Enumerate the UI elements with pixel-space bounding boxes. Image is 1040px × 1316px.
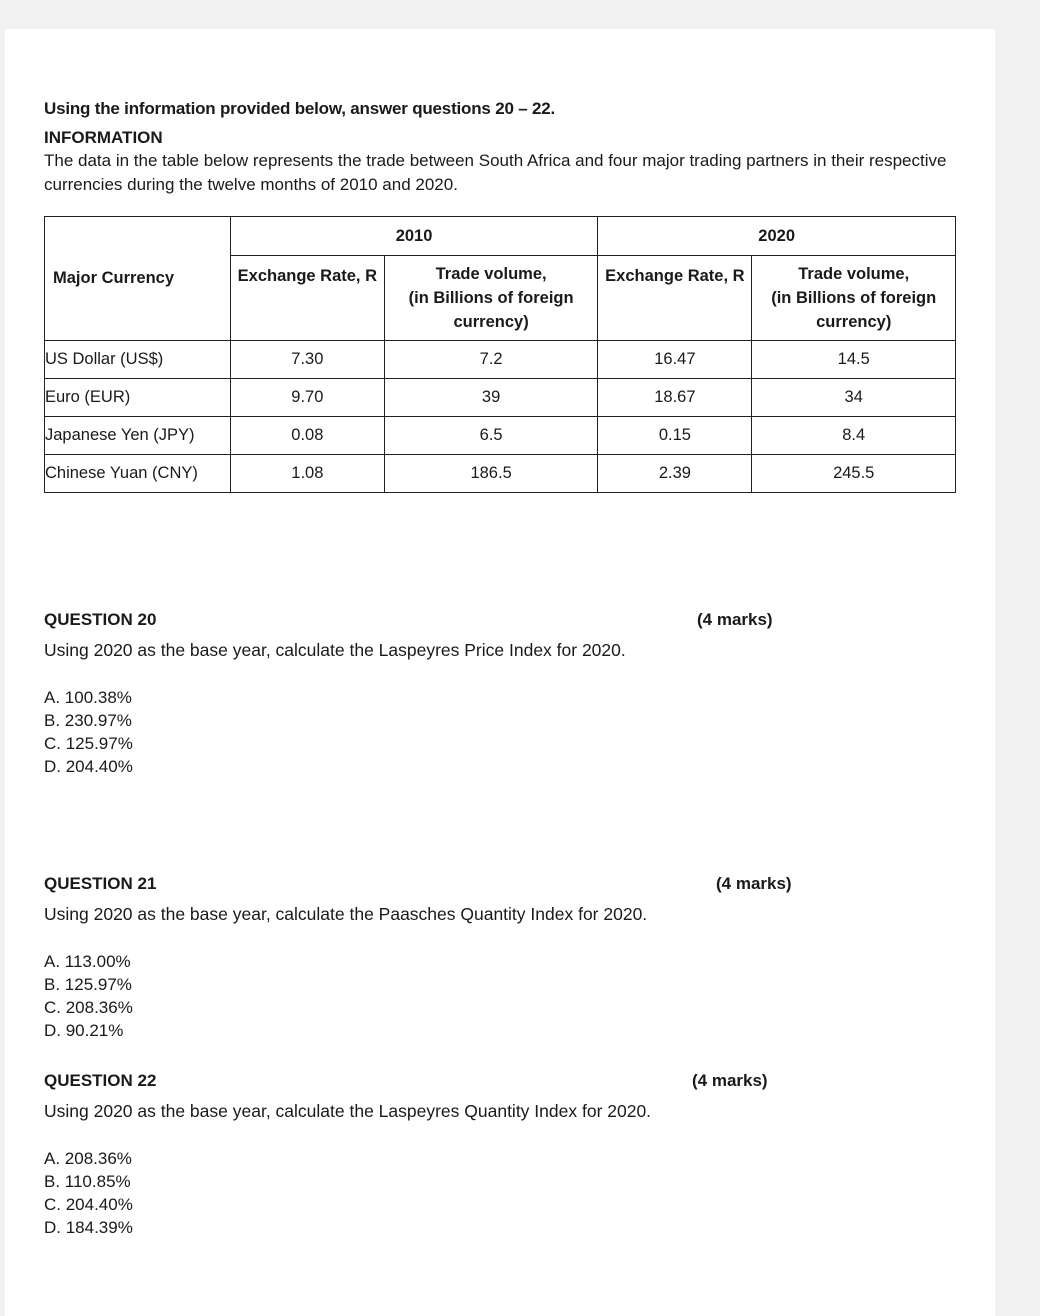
option-c[interactable]: C. 125.97% (44, 734, 133, 753)
question-title: QUESTION 20 (44, 610, 157, 629)
table-header-row (45, 217, 956, 256)
volume-2010-cell: 6.5 (384, 417, 597, 455)
option-c[interactable]: C. 208.36% (44, 998, 133, 1017)
information-label: INFORMATION (44, 128, 163, 147)
question-marks: (4 marks) (697, 610, 773, 629)
volume-2010-cell: 39 (384, 379, 597, 417)
volume-header-line1: Trade volume, (798, 265, 910, 283)
volume-header-line3: currency) (453, 313, 529, 331)
option-a[interactable]: A. 208.36% (44, 1149, 132, 1168)
question-title: QUESTION 22 (44, 1071, 157, 1090)
instructions-heading: Using the information provided below, answer questions 20 – 22. (44, 99, 556, 118)
currency-cell: Euro (EUR) (45, 379, 231, 417)
table-row (45, 417, 956, 455)
rate-2010-cell: 9.70 (230, 379, 384, 417)
volume-2020-cell: 34 (752, 379, 956, 417)
volume-2010-cell: 7.2 (384, 341, 597, 379)
option-d[interactable]: D. 184.39% (44, 1218, 133, 1237)
currency-cell: Chinese Yuan (CNY) (45, 455, 231, 493)
volume-header-line2: (in Billions of foreign (408, 289, 574, 307)
rate-2020-cell: 18.67 (598, 379, 752, 417)
volume-2020-cell: 8.4 (752, 417, 956, 455)
answer-options (44, 686, 133, 778)
year-2020-header: 2020 (598, 217, 956, 256)
major-currency-header: Major Currency (45, 217, 231, 341)
currency-cell: Japanese Yen (JPY) (45, 417, 231, 455)
trade-volume-2010-header (384, 256, 597, 341)
exchange-rate-2010-header: Exchange Rate, R (230, 256, 384, 341)
option-c[interactable]: C. 204.40% (44, 1195, 133, 1214)
question-text: Using 2020 as the base year, calculate the Laspeyres Quantity Index for 2020. (44, 1101, 652, 1121)
answer-options (44, 1147, 133, 1239)
currency-cell: US Dollar (US$) (45, 341, 231, 379)
option-d[interactable]: D. 204.40% (44, 757, 133, 776)
option-b[interactable]: B. 110.85% (44, 1172, 131, 1191)
table-row (45, 455, 956, 493)
volume-2020-cell: 245.5 (752, 455, 956, 493)
question-text: Using 2020 as the base year, calculate the Paasches Quantity Index for 2020. (44, 904, 648, 924)
volume-header-line2: (in Billions of foreign (771, 289, 937, 307)
volume-header-line1: Trade volume, (435, 265, 547, 283)
rate-2020-cell: 16.47 (598, 341, 752, 379)
rate-2010-cell: 1.08 (230, 455, 384, 493)
trade-table (44, 216, 956, 493)
table-row (45, 341, 956, 379)
year-2010-header: 2010 (230, 217, 598, 256)
volume-2020-cell: 14.5 (752, 341, 956, 379)
question-marks: (4 marks) (692, 1071, 768, 1090)
question-text: Using 2020 as the base year, calculate the Laspeyres Price Index for 2020. (44, 640, 626, 660)
document-page (5, 29, 995, 1316)
rate-2010-cell: 0.08 (230, 417, 384, 455)
volume-header-line3: currency) (816, 313, 892, 331)
table-row (45, 379, 956, 417)
answer-options (44, 950, 133, 1042)
option-a[interactable]: A. 100.38% (44, 688, 132, 707)
rate-2020-cell: 0.15 (598, 417, 752, 455)
question-marks: (4 marks) (716, 874, 792, 893)
information-text: The data in the table below represents the trade between South Africa and four major trading partners in their respective currencies during the twelve months of 2010 and 2020. (44, 151, 947, 194)
option-d[interactable]: D. 90.21% (44, 1021, 124, 1040)
option-b[interactable]: B. 230.97% (44, 711, 132, 730)
question-title: QUESTION 21 (44, 874, 157, 893)
rate-2010-cell: 7.30 (230, 341, 384, 379)
exchange-rate-2020-header: Exchange Rate, R (598, 256, 752, 341)
volume-2010-cell: 186.5 (384, 455, 597, 493)
option-a[interactable]: A. 113.00% (44, 952, 131, 971)
trade-volume-2020-header (752, 256, 956, 341)
option-b[interactable]: B. 125.97% (44, 975, 132, 994)
rate-2020-cell: 2.39 (598, 455, 752, 493)
